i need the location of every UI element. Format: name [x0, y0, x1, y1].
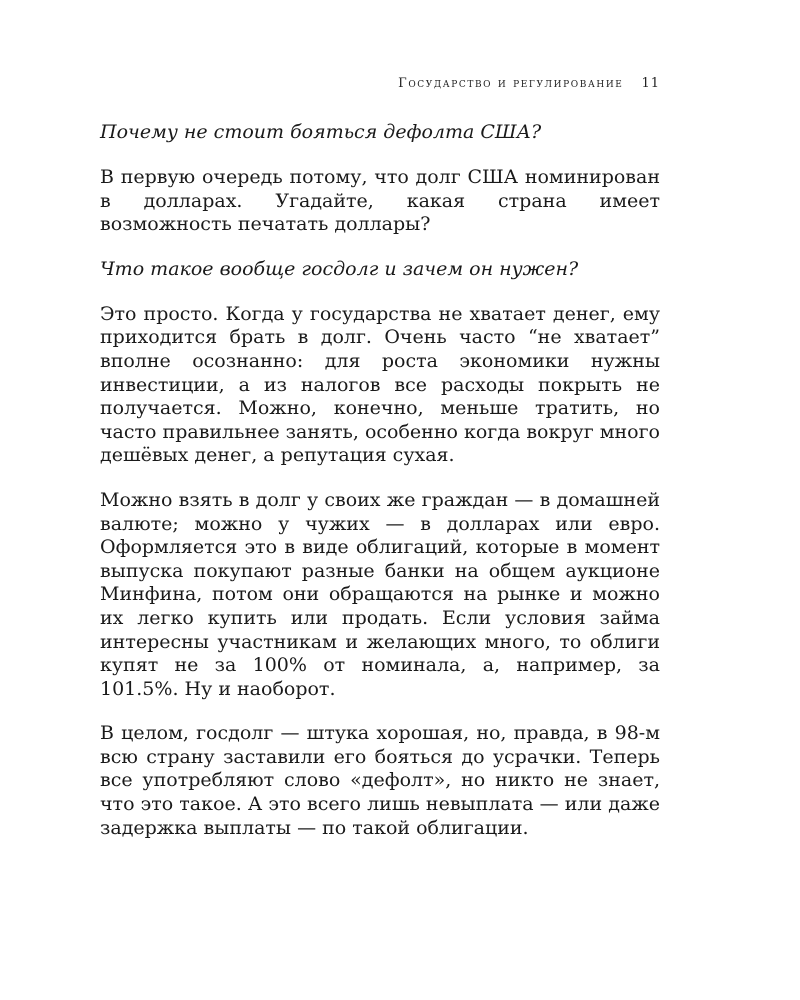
answer-paragraph: Можно взять в долг у своих же граждан — в домашней валюте; можно у чужих — в долларах или евро. Оформляется это в виде облигаций, которые в момент выпуска покупают разные банки на общем аукционе Минфина, потом они обращаются на рынке и можно их легко купить или продать. Если условия займа интересны участникам и желающих много, то облиги купят не за 100% от номинала, а, например, за 101.5%. Ну и наоборот.	[100, 488, 660, 700]
running-header	[300, 76, 660, 91]
page-number: 11	[641, 76, 660, 91]
section-title: Государство и регулирование	[398, 76, 624, 91]
page-content	[100, 120, 660, 861]
answer-paragraph: Это просто. Когда у государства не хватает денег, ему приходится брать в долг. Очень часто “не хватает” вполне осознанно: для роста экономики нужны инвестиции, а из налогов все расходы покрыть не получается. Можно, конечно, меньше тратить, но часто правильнее занять, особенно когда вокруг много дешёвых денег, а репутация сухая.	[100, 302, 660, 467]
question-heading: Почему не стоит бояться дефолта США?	[100, 121, 542, 143]
question-heading: Что такое вообще госдолг и зачем он нужен?	[100, 257, 579, 280]
answer-paragraph: В целом, госдолг — штука хорошая, но, правда, в 98-м всю страну заставили его бояться до усрачки. Теперь все употребляют слово «дефолт», но никто не знает, что это такое. А это всего лишь невыплата — или даже задержка выплаты — по такой облигации.	[100, 722, 660, 839]
answer-paragraph: В первую очередь потому, что долг США номинирован в долларах. Угадайте, какая страна имеет возможность печатать доллары?	[100, 166, 660, 236]
